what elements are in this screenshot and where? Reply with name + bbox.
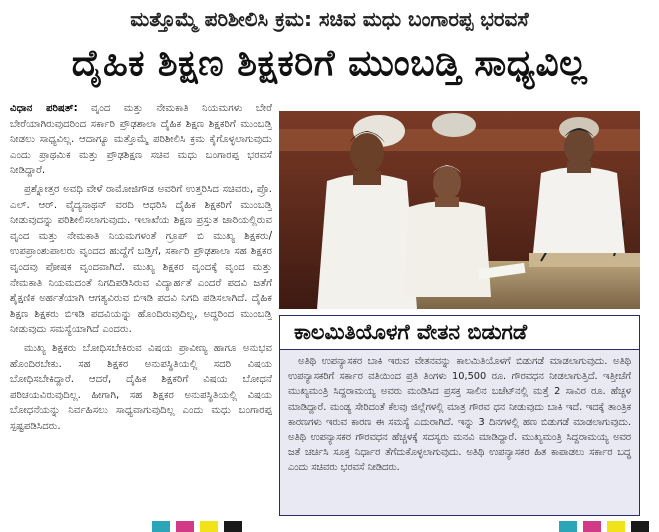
article-body [10,101,272,514]
sidebar-box [279,315,640,516]
print-color-bar-right [559,521,649,532]
color-swatch [176,521,194,532]
color-swatch [607,521,625,532]
assembly-photo [279,111,640,309]
sidebar-paragraph: ಅತಿಥಿ ಉಪನ್ಯಾಸಕರ ಬಾಕಿ ಇರುವ ವೇತನವನ್ನು ಕಾಲಮಿತಿಯೊಳಗೆ ಬಿಡುಗಡೆ ಮಾಡಲಾಗುವುದು. ಅತಿಥಿ ಉಪನ್ಯಾಸಕರಿಗೆ ಸರ್ಕಾರ ವತಿಯಿಂದ ಪ್ರತಿ ತಿಂಗಳು 10,500 ರೂ. ಗೌರವಧನ ನೀಡಲಾಗುತ್ತಿದೆ. ಇತ್ತೀಚೆಗೆ ಮುಖ್ಯಮಂತ್ರಿ ಸಿದ್ದರಾಮಯ್ಯ ಅವರು ಮಂಡಿಸಿದ ಪ್ರಸಕ್ತ ಸಾಲಿನ ಬಜೆಟ್‌ನಲ್ಲಿ ಮತ್ತೆ 2 ಸಾವಿರ ರೂ. ಹೆಚ್ಚಳ ಮಾಡಿದ್ದಾರೆ. ಮಂಡ್ಯ ಸೇರಿದಂತೆ ಕೆಲವು ಜಿಲ್ಲೆಗಳಲ್ಲಿ ಮಾತ್ರ ಗೌರವ ಧನ ನೀಡುವುದು ಬಾಕಿ ಇದೆ. ಇದಕ್ಕೆ ತಾಂತ್ರಿಕ ಕಾರಣಗಳು ಇರುವ ಕಾರಣ ಈ ಸಮಸ್ಯೆ ಎದುರಾಗಿದೆ. ಇನ್ನು 3 ದಿನಗಳಲ್ಲಿ ಹಣ ಬಿಡುಗಡೆ ಮಾಡಲಾಗುವುದು. ಅತಿಥಿ ಉಪನ್ಯಾಸಕರ ಗೌರವಧನ ಹೆಚ್ಚಳಕ್ಕೆ ಸದಸ್ಯರು ಮನವಿ ಮಾಡಿದ್ದಾರೆ. ಮುಖ್ಯಮಂತ್ರಿ ಸಿದ್ದರಾಮಯ್ಯ ಅವರ ಜತೆ ಚರ್ಚಿಸಿ ಸೂಕ್ತ ನಿರ್ಧಾರ ತೆಗೆದುಕೊಳ್ಳಲಾಗುವುದು. ಅತಿಥಿ ಉಪನ್ಯಾಸಕರ ಹಿತ ಕಾಪಾಡಲು ಸರ್ಕಾರ ಬದ್ಧ ಎಂದು ಸಚಿವರು ಭರವಸೆ ನೀಡಿದರು. [288,356,631,474]
sidebar-body [280,350,639,476]
color-swatch [559,521,577,532]
dateline: ವಿಧಾನ ಪರಿಷತ್: [10,103,78,114]
sidebar-title: ಕಾಲಮಿತಿಯೊಳಗೆ ವೇತನ ಬಿಡುಗಡೆ [280,316,639,350]
article-paragraph: ಪ್ರಶ್ನೋತ್ತರ ಅವಧಿ ವೇಳೆ ರಾಮೋಜಿಗೌಡ ಅವರಿಗೆ ಉತ್ತರಿಸಿದ ಸಚಿವರು, ಪ್ರೊ. ಎಲ್. ಆರ್. ವೈದ್ಯನಾಥನ್ ವರದಿ ಆಧರಿಸಿ ದೈಹಿಕ ಶಿಕ್ಷಕರಿಗೆ ಮುಂಬಡ್ತಿ ನೀಡುವುದನ್ನು ಪರಿಶೀಲಿಸಲಾಗುವುದು. ಇಲಾಖೆಯ ಶಿಕ್ಷಣ ಪ್ರಸ್ತುತ ಜಾರಿಯಲ್ಲಿರುವ ವೃಂದ ಮತ್ತು ನೇಮಕಾತಿ ನಿಯಮಗಳಂತೆ ಗ್ರೂಪ್ ಬಿ ಮುಖ್ಯ ಶಿಕ್ಷಕರು/ಉಪಪ್ರಾಂಶುಪಾಲರು ವೃಂದದ ಹುದ್ದೆಗೆ ಬಡ್ತಿಗೆ, ಸರ್ಕಾರಿ ಪ್ರೌಢಶಾಲಾ ಸಹ ಶಿಕ್ಷಕರ ವೃಂದವು ಪೋಷಕ ವೃಂದವಾಗಿದೆ. ಮುಖ್ಯ ಶಿಕ್ಷಕರ ವೃಂದಕ್ಕೆ ವೃಂದ ಮತ್ತು ನೇಮಕಾತಿ ನಿಯಮದಂತೆ ನಿಗದಿಪಡಿಸಿರುವ ವಿದ್ಯಾರ್ಹತೆ ಎಂದರೆ ಪದವಿ ಜತೆಗೆ ಶೈಕ್ಷಣಿಕ ಅರ್ಹತೆಯಾಗಿ ಆಗತ್ಯವಿರುವ ಬಿಇಡಿ ಪದವಿ ನಿಗದಿ ಪಡಿಸಲಾಗಿದೆ. ದೈಹಿಕ ಶಿಕ್ಷಣ ಶಿಕ್ಷಕರು ಬಿಇಡಿ ಪದವಿಯನ್ನು ಹೊಂದಿರುವುದಿಲ್ಲ, ಅದ್ದರಿಂದ ಮುಂಬಡ್ತಿ ನೀಡುವುದು ಸಮಸ್ಯೆಯಾಗಿದೆ ಎಂದರು. [10,183,272,336]
print-color-bar-left [152,521,242,532]
assembly-photo-illustration [279,111,640,309]
color-swatch [583,521,601,532]
color-swatch [224,521,242,532]
article-paragraph: ಮುಖ್ಯ ಶಿಕ್ಷಕರು ಬೋಧಿಸಬೇಕಿರುವ ವಿಷಯ ಪ್ರಾವೀಣ್ಯ ಹಾಗೂ ಅನುಭವ ಹೊಂದಿರಬೇಕು. ಸಹ ಶಿಕ್ಷಕರ ಅನುಪಸ್ಥಿತಿಯಲ್ಲಿ ಸದರಿ ವಿಷಯ ಬೋಧಿಸಬೇಕಿದ್ದಾರೆ. ಆದರೆ, ದೈಹಿಕ ಶಿಕ್ಷಕರಿಗೆ ವಿಷಯ ಬೋಧನೆ ಪರಿಚಯವಿರುವುದಿಲ್ಲ. ಹೀಗಾಗಿ, ಸಹ ಶಿಕ್ಷಕರ ಅನುಪಸ್ಥಿತಿಯಲ್ಲಿ ವಿಷಯ ಬೋಧನೆಯನ್ನು ನಿರ್ವಹಿಸಲು ಸಾಧ್ಯವಾಗುವುದಿಲ್ಲ ಎಂದು ಮಧು ಬಂಗಾರಪ್ಪ ಸ್ಪಷ್ಟಪಡಿಸಿದರು. [10,342,272,432]
color-swatch [200,521,218,532]
color-swatch [152,521,170,532]
article-headline: ದೈಹಿಕ ಶಿಕ್ಷಣ ಶಿಕ್ಷಕರಿಗೆ ಮುಂಬಡ್ತಿ ಸಾಧ್ಯವಿಲ್ಲ [71,43,588,84]
color-swatch [631,521,649,532]
article-lead-text: ವೃಂದ ಮತ್ತು ನೇಮಕಾತಿ ನಿಯಮಗಳು ಬೇರೆ ಬೇರೆಯಾಗಿರುವುದರಿಂದ ಸರ್ಕಾರಿ ಪ್ರೌಢಶಾಲಾ ದೈಹಿಕ ಶಿಕ್ಷಣ ಶಿಕ್ಷಕರಿಗೆ ಮುಂಬಡ್ತಿ ನೀಡಲು ಸಾಧ್ಯವಿಲ್ಲ. ಆದಾಗ್ಯೂ ಮತ್ತೊಮ್ಮೆ ಪರಿಶೀಲಿಸಿ ಕ್ರಮ ಕೈಗೊಳ್ಳಲಾಗುವುದು ಎಂದು ಪ್ರಾಥಮಿಕ ಮತ್ತು ಪ್ರೌಢಶಿಕ್ಷಣ ಸಚಿವ ಮಧು ಬಂಗಾರಪ್ಪ ಭರವಸೆ ನೀಡಿದ್ದಾರೆ. [10,103,272,177]
article-kicker: ಮತ್ತೊಮ್ಮೆ ಪರಿಶೀಲಿಸಿ ಕ್ರಮ: ಸಚಿವ ಮಧು ಬಂಗಾರಪ್ಪ ಭರವಸೆ [130,7,529,31]
article-lead-paragraph [10,101,272,179]
